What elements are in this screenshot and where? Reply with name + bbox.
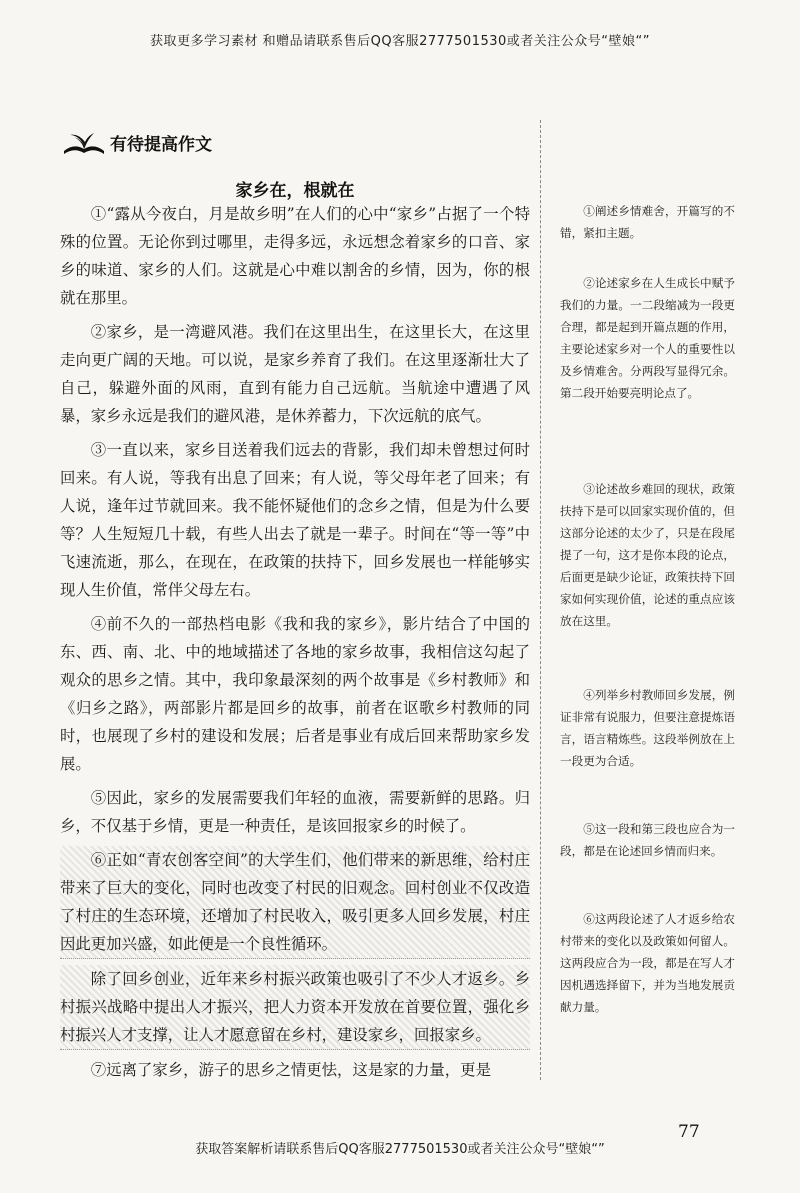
margin-comment: ①阐述乡情难舍，开篇写的不错，紧扣主题。 — [560, 204, 735, 240]
margin-comment: ②论述家乡在人生成长中赋予我们的力量。一二段缩减为一段更合理，都是起到开篇点题的作用，主要论述家乡对一个人的重要性以及乡情难舍。分两段写显得冗余。第二段开始要亮明论点了。 — [560, 276, 735, 400]
margin-comment: ⑥这两段论述了人才返乡给农村带来的变化以及政策如何留人。这两段应合为一段，都是在写人才因机遇选择留下，并为当地发展贡献力量。 — [560, 912, 735, 1014]
footer-note: 获取答案解析请联系售后QQ客服2777501530或者关注公众号“壁娘“” — [195, 1142, 605, 1157]
essay-paragraph: ④前不久的一部热档电影《我和我的家乡》，影片结合了中国的东、西、南、北、中的地域描述了各地的家乡故事，我相信这勾起了观众的思乡之情。其中，我印象最深刻的两个故事是《乡村教师》和《归乡之路》，两部影片都是回乡的故事，前者在讴歌乡村教师的同时，也展现了乡村的建设和发展；后者是事业有成后回来帮助家乡发展。 — [60, 615, 530, 773]
essay-paragraph-highlighted: 除了回乡创业，近年来乡村振兴政策也吸引了不少人才返乡。乡村振兴战略中提出人才振兴，把人力资本开发放在首要位置，强化乡村振兴人才支撑，让人才愿意留在乡村，建设家乡，回报家乡。 — [60, 965, 530, 1050]
essay-paragraph: ⑤因此，家乡的发展需要我们年轻的血液，需要新鲜的思路。归乡，不仅基于乡情，更是一种责任，是该回报家乡的时候了。 — [60, 789, 530, 835]
section-title: 有待提高作文 — [110, 135, 212, 155]
page-number: 77 — [678, 1122, 700, 1142]
margin-comment: ④列举乡村教师回乡发展，例证非常有说服力，但要注意提炼语言，语言精炼些。这段举例放在上一段更为合适。 — [560, 688, 735, 768]
open-book-plant-icon — [62, 129, 106, 155]
essay-body — [60, 200, 530, 1090]
section-heading — [62, 127, 232, 157]
essay-title: 家乡在，根就在 — [235, 181, 355, 201]
essay-paragraph: ⑦远离了家乡，游子的思乡之情更怯，这是家的力量，更是 — [90, 1061, 491, 1079]
essay-paragraph: ②家乡，是一湾避风港。我们在这里出生，在这里长大，在这里走向更广阔的天地。可以说，是家乡养育了我们。在这里逐渐壮大了自己，躲避外面的风雨，直到有能力自己远航。当航途中遭遇了风暴，家乡永远是我们的避风港，是休养蓄力，下次远航的底气。 — [60, 323, 530, 425]
essay-paragraph-highlighted: ⑥正如“青农创客空间”的大学生们，他们带来的新思维，给村庄带来了巨大的变化，同时也改变了村民的旧观念。回村创业不仅改造了村庄的生态环境，还增加了村民收入，吸引更多人回乡发展，村庄因此更加兴盛，如此便是一个良性循环。 — [60, 846, 530, 959]
column-divider — [540, 120, 541, 1080]
margin-comment: ⑤这一段和第三段也应合为一段，都是在论述回乡情而归来。 — [560, 822, 735, 858]
essay-paragraph: ①“露从今夜白，月是故乡明”在人们的心中“家乡”占据了一个特殊的位置。无论你到过哪里，走得多远，永远想念着家乡的口音、家乡的味道、家乡的人们。这就是心中难以割舍的乡情，因为，你的根就在那里。 — [60, 205, 530, 307]
essay-paragraph: ③一直以来，家乡目送着我们远去的背影，我们却未曾想过何时回来。有人说，等我有出息了回来；有人说，等父母年老了回来；有人说，逢年过节就回来。我不能怀疑他们的念乡之情，但是为什么要等？人生短短几十载，有些人出去了就是一辈子。时间在“等一等”中飞速流逝，那么，在现在，在政策的扶持下，回乡发展也一样能够实现人生价值，常伴父母左右。 — [60, 441, 530, 599]
header-note: 获取更多学习素材 和赠品请联系售后QQ客服2777501530或者关注公众号“壁娘“” — [149, 34, 650, 49]
margin-comment: ③论述故乡难回的现状，政策扶持下是可以回家实现价值的，但这部分论述的太少了，只是在段尾提了一句，这才是你本段的论点，后面更是缺少论证，政策扶持下回家如何实现价值，论述的重点应该放在这里。 — [560, 482, 735, 628]
